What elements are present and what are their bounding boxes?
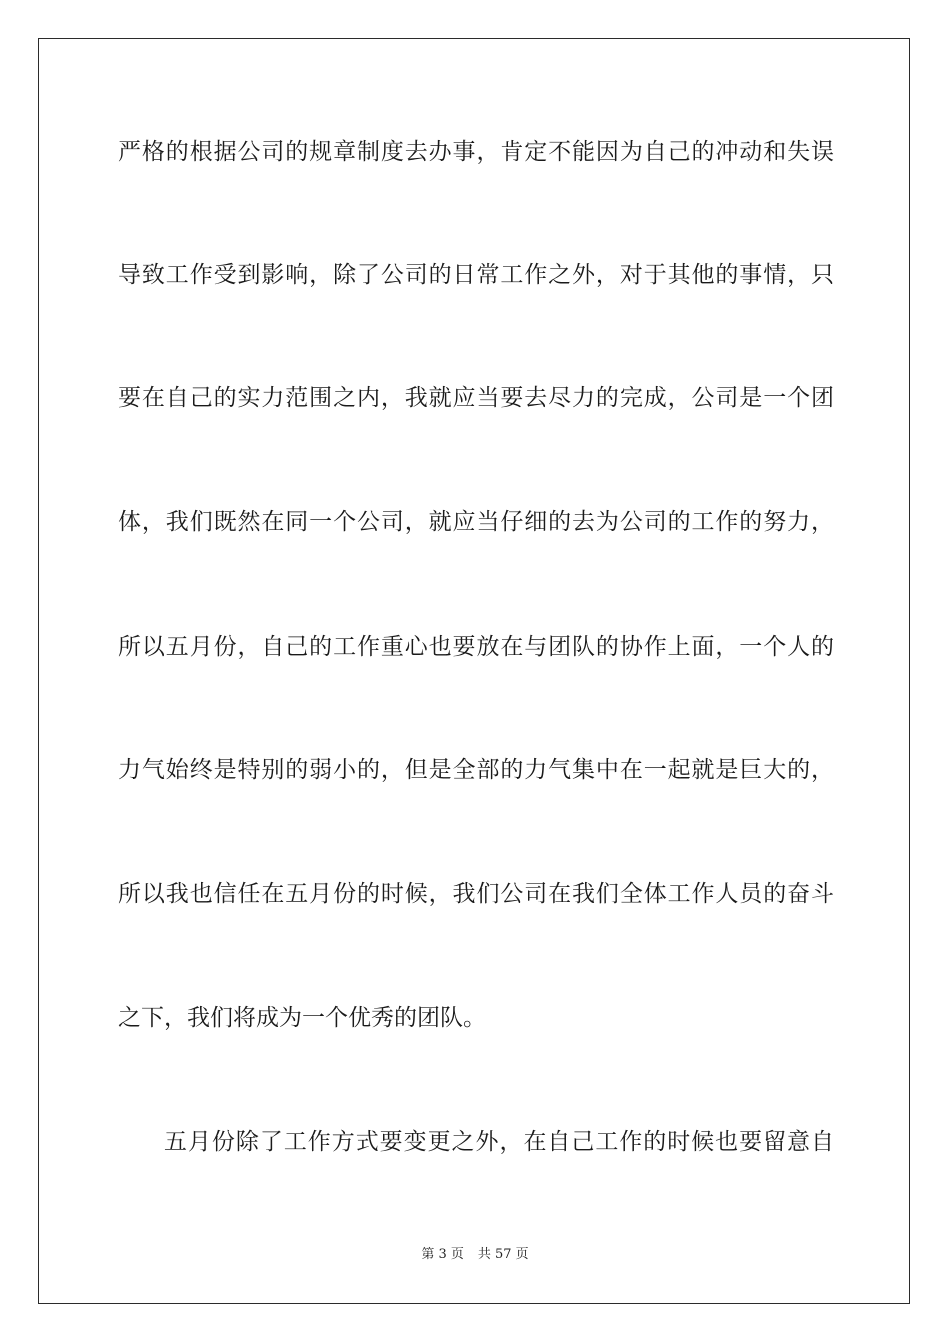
page-border (38, 38, 910, 1304)
text-line: 之下，我们将成为一个优秀的团队。 (118, 1005, 486, 1031)
text-line: 所以五月份，自己的工作重心也要放在与团队的协作上面，一个人的 (118, 634, 834, 660)
text-line: 所以我也信任在五月份的时候，我们公司在我们全体工作人员的奋斗 (118, 881, 834, 907)
page-number: 第 3 页 (421, 1247, 464, 1262)
text-line: 力气始终是特别的弱小的，但是全部的力气集中在一起就是巨大的， (118, 757, 834, 783)
paragraph-start-line: 五月份除了工作方式要变更之外，在自己工作的时候也要留意自 (164, 1129, 834, 1155)
text-line: 严格的根据公司的规章制度去办事，肯定不能因为自己的冲动和失误 (118, 139, 834, 165)
text-line: 体，我们既然在同一个公司，就应当仔细的去为公司的工作的努力， (118, 509, 834, 535)
text-line: 导致工作受到影响，除了公司的日常工作之外，对于其他的事情，只 (118, 262, 834, 288)
text-line: 要在自己的实力范围之内，我就应当要去尽力的完成，公司是一个团 (118, 385, 834, 411)
page-footer (0, 1247, 950, 1263)
total-pages: 共 57 页 (477, 1247, 529, 1262)
